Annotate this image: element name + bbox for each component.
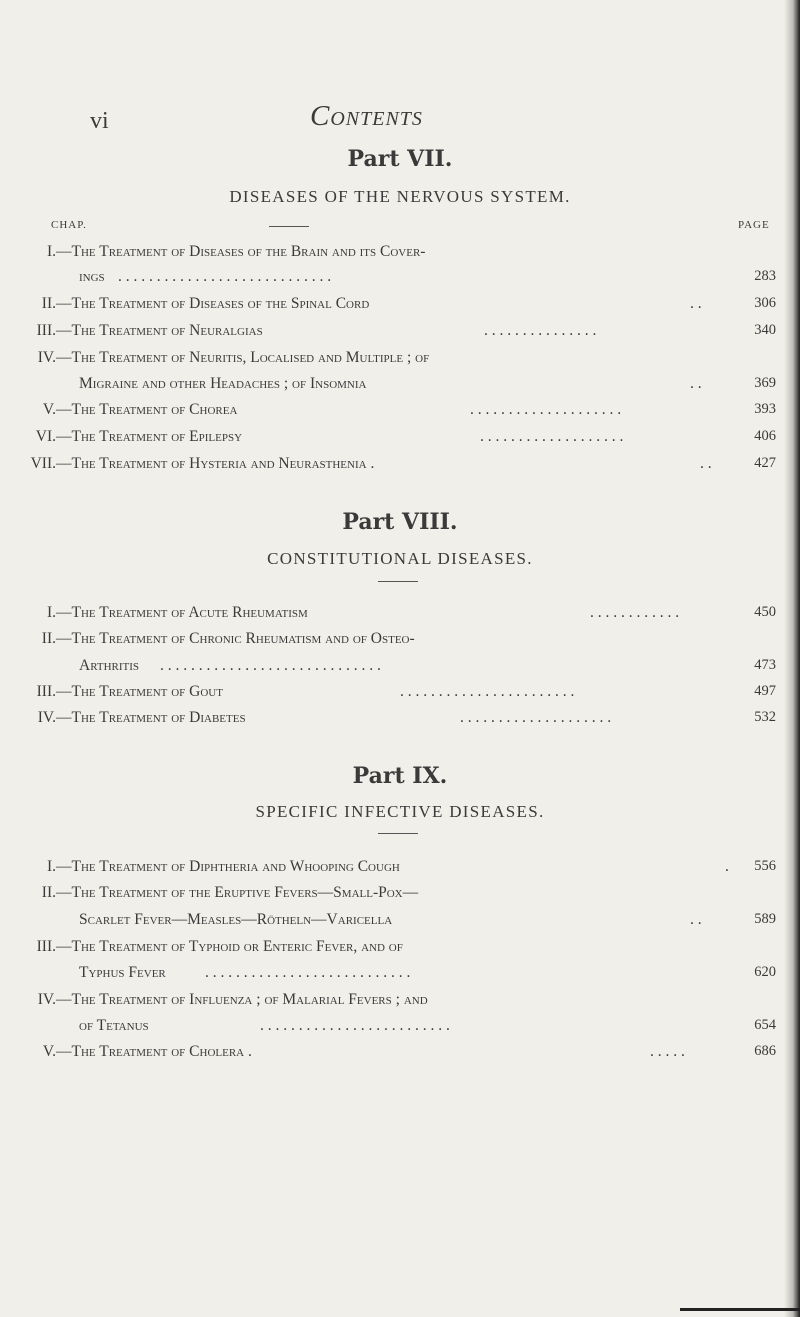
toc-entry-line: IV. —The Treatment of Neuritis, Localised and Multiple ; of [37,349,430,366]
toc-entry-line: Scarlet Fever—Measles—Rötheln—Varicella . . 589 [79,911,776,928]
page-ref: 686 [754,1043,776,1059]
chap-column-label: CHAP. [51,219,87,231]
divider-rule [269,226,309,227]
page-ref: 497 [754,683,776,699]
page-edge-shadow [784,0,800,1317]
part-title: Part VIII. [342,509,458,535]
page-ref: 589 [754,911,776,927]
toc-entry-line: III. —The Treatment of Typhoid or Enteric Fever, and of [36,938,403,955]
toc-entry-line: V. —The Treatment of Chorea . . . . . . . . . . . . . . . . . . . . 393 [42,401,776,418]
toc-entry-line: Arthritis . . . . . . . . . . . . . . . . . . . . . . . . . . . . . 473 [79,657,776,674]
part-title: Part IX. [352,763,448,789]
page-ref: 406 [754,428,776,444]
bottom-edge-rule [680,1308,800,1311]
toc-entry-line: I. —The Treatment of Diphtheria and Whooping Cough . 556 [46,858,776,875]
toc-entry-line: III. —The Treatment of Gout . . . . . . . . . . . . . . . . . . . . . . . 497 [36,683,776,700]
page-ref: 532 [754,709,776,725]
toc-entry-line: V. —The Treatment of Cholera . . . . . . 686 [42,1043,776,1060]
section-heading: DISEASES OF THE NERVOUS SYSTEM. [229,187,571,206]
divider-rule [378,581,418,582]
page-ref: 427 [754,455,776,471]
divider-rule [378,833,418,834]
toc-entry-line: II. —The Treatment of Diseases of the Spinal Cord . . 306 [41,295,776,312]
toc-entry-line: of Tetanus . . . . . . . . . . . . . . . . . . . . . . . . . 654 [79,1017,776,1034]
page-ref: 283 [754,268,776,284]
page-ref: 620 [754,964,776,980]
part-title: Part VII. [347,146,453,172]
page-ref: 393 [754,401,776,417]
toc-entry-line: II. —The Treatment of the Eruptive Fevers—Small-Pox— [41,884,419,901]
page-ref: 340 [754,322,776,338]
toc-entry-line: III. —The Treatment of Neuralgias . . . . . . . . . . . . . . . 340 [36,322,776,339]
page-ref: 450 [754,604,776,620]
toc-entry-line: I. —The Treatment of Diseases of the Brain and its Cover- [46,243,426,260]
page-ref: 556 [754,858,776,874]
toc-entry-line: VII. —The Treatment of Hysteria and Neurasthenia . . . 427 [30,455,776,472]
toc-entry-line: ings . . . . . . . . . . . . . . . . . . . . . . . . . . . . 283 [79,268,776,285]
toc-entry-line: I. —The Treatment of Acute Rheumatism . . . . . . . . . . . . 450 [46,604,776,621]
page-ref: 654 [754,1017,776,1033]
page-header [0,100,800,140]
page-column-label: PAGE [738,219,770,231]
page-ref: 369 [754,375,776,391]
page-ref: 306 [754,295,776,311]
section-heading: SPECIFIC INFECTIVE DISEASES. [255,802,545,821]
toc-entry-line: IV. —The Treatment of Diabetes . . . . . . . . . . . . . . . . . . . . 532 [37,709,776,726]
page-ref: 473 [754,657,776,673]
toc-entry-line: VI. —The Treatment of Epilepsy . . . . . . . . . . . . . . . . . . . 406 [35,428,776,445]
toc-entry-line: Migraine and other Headaches ; of Insomnia . . 369 [79,375,776,392]
page-number: vi [90,108,109,134]
toc-entry-line: II. —The Treatment of Chronic Rheumatism and of Osteo- [41,630,415,647]
toc-entry-line: IV. —The Treatment of Influenza ; of Malarial Fevers ; and [37,991,428,1008]
section-heading: CONSTITUTIONAL DISEASES. [267,549,533,568]
running-title: Contents [310,100,423,132]
toc-entry-line: Typhus Fever . . . . . . . . . . . . . . . . . . . . . . . . . . . 620 [79,964,776,981]
